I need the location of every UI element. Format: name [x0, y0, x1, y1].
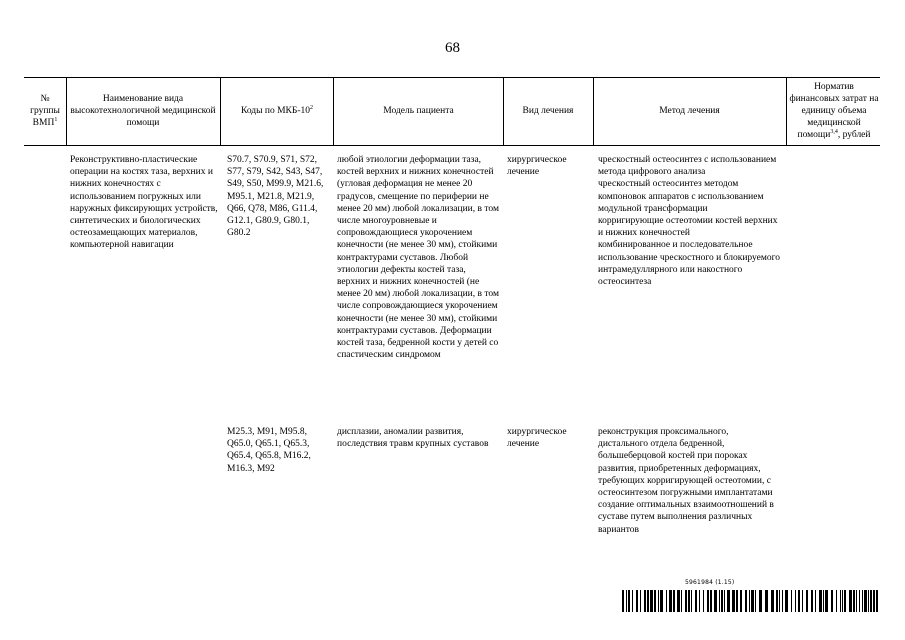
row1-icd-codes: S70.7, S70.9, S71, S72, S77, S79, S42, S43, S47, S49, S50, M99.9, M21.6, M95.1, M21.8, M21.9, Q66, Q78, M86, G11.4, G12.1, G80.9, G80.1, G80.2 [227, 155, 324, 239]
column-divider [66, 77, 67, 145]
row1-treatment-type: хирургическое лечение [507, 155, 567, 178]
treatment-method: реконструкция проксимального, дистального отдела бедренной, большеберцовой костей при пороках развития, приобретенных деформациях, требующих корригирующей остеотомии, с остеосинтезом погружными имплантатами [598, 427, 773, 499]
barcode-image [622, 590, 880, 612]
header-financial-norm [789, 77, 879, 145]
row2-treatment-type: хирургическое лечение [507, 427, 567, 450]
header-treatment-method [596, 77, 783, 145]
header-treatment-method-label: Метод лечения [659, 106, 720, 116]
header-icd-codes-footnote: 2 [310, 104, 314, 111]
header-financial-norm-label: Норматив финансовых затрат на единицу объема медицинской помощи [789, 82, 879, 140]
treatment-method: создание оптимальных взаимоотношений в суставе путем выполнения различных вариантов [598, 500, 774, 535]
table-header-bottom-rule [24, 145, 880, 146]
header-icd-codes-label: Коды по МКБ-10 [240, 106, 311, 116]
row1-patient-model: любой этиологии деформации таза, костей верхних и нижних конечностей (угловая деформация не менее 20 градусов, смещение по периферии не менее 20 мм) любой локализации, в том числе многоуровневые и сопровождающиеся укорочением конечности (не менее 30 мм), стойкими контрактурами суставов. Любой этиологии дефекты костей таза, верхних и нижних конечностей (не менее 20 мм) любой локализации, в том числе сопровождающиеся укорочением конечности (не менее 30 мм), стойкими контрактурами суставов. Деформации костей таза, бедренной кости у детей со спастическим синдромом [337, 155, 499, 361]
column-divider [786, 77, 787, 145]
header-group-number [24, 77, 66, 145]
page-number: 68 [445, 40, 460, 56]
column-divider [333, 77, 334, 145]
barcode-caption: 5961984 (1.15) [685, 579, 735, 586]
treatment-method: комбинированное и последовательное использование чрескостного и блокируемого интрамедуллярного или накостного остеосинтеза [598, 240, 781, 288]
header-group-line1: № [40, 94, 50, 104]
header-care-type-label: Наименование вида высокотехнологичной медицинской помощи [70, 94, 216, 128]
treatment-method: чрескостный остеосинтез методом компоновок аппаратов с использованием модульной трансформации [598, 179, 764, 214]
header-group-footnote: 1 [54, 116, 58, 123]
header-treatment-type-label: Вид лечения [522, 106, 574, 116]
row1-treatment-methods [598, 154, 782, 288]
header-financial-norm-footnote: 3,4 [830, 128, 838, 135]
column-divider [593, 77, 594, 145]
header-financial-norm-suffix: , рублей [837, 130, 871, 140]
header-care-type [70, 77, 216, 145]
treatment-method: корригирующие остеотомии костей верхних и нижних конечностей [598, 216, 778, 239]
header-group-line3: ВМП [32, 118, 55, 128]
row2-patient-model: дисплазии, аномалии развития, последствия травм крупных суставов [337, 427, 489, 450]
header-patient-model-label: Модель пациента [383, 106, 454, 116]
column-divider [503, 77, 504, 145]
header-group-line2: группы [30, 106, 60, 116]
row2-treatment-methods [598, 426, 778, 536]
header-icd-codes [224, 77, 330, 145]
header-patient-model [337, 77, 500, 145]
column-divider [220, 77, 221, 145]
row1-care-type: Реконструктивно-пластические операции на костях таза, верхних и нижних конечностях с использованием погружных или наружных фиксирующих устройств, синтетических и биологических остеозамещающих материалов, компьютерной навигации [70, 155, 218, 251]
row2-icd-codes: M25.3, M91, M95.8, Q65.0, Q65.1, Q65.3, Q65.4, Q65.8, M16.2, M16.3, M92 [227, 427, 311, 474]
header-treatment-type [506, 77, 590, 145]
treatment-method: чрескостный остеосинтез с использованием метода цифрового анализа [598, 155, 777, 178]
